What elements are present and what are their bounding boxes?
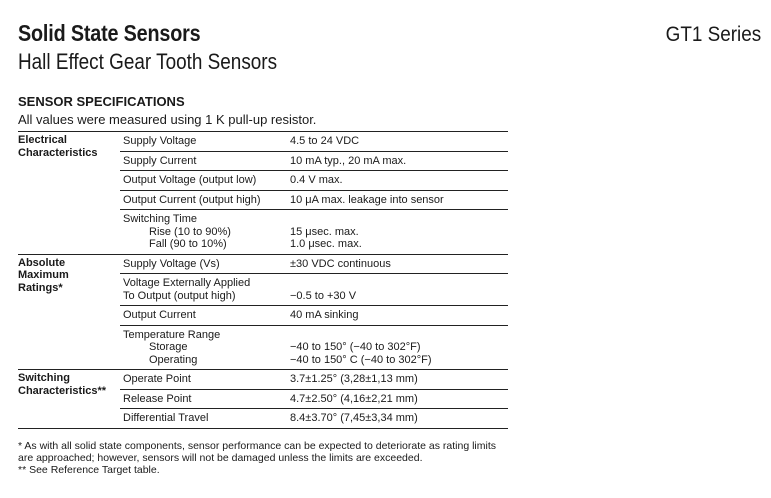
parameter-line: Storage <box>149 341 188 353</box>
parameter-value: −40 to 150° (−40 to 302°F) −40 to 150° C (−40 to 302°F) <box>290 341 432 366</box>
parameter-value: 4.5 to 24 VDC <box>290 135 360 147</box>
spec-row <box>120 132 508 151</box>
spec-row <box>120 370 508 389</box>
parameter-name <box>123 277 290 302</box>
parameter-name <box>123 329 290 367</box>
parameter-value: ±30 VDC continuous <box>290 257 391 270</box>
spec-row <box>120 305 508 325</box>
spec-table <box>18 131 508 429</box>
series-label: GT1 Series <box>665 23 761 46</box>
parameter-value: 4.7±2.50° (4,16±2,21 mm) <box>290 392 418 405</box>
section-label: Switching Characteristics** <box>18 372 107 397</box>
parameter-value: −0.5 to +30 V <box>290 289 357 302</box>
page-subtitle: Hall Effect Gear Tooth Sensors <box>18 49 278 74</box>
spec-note: All values were measured using 1 K pull-up resistor. <box>18 112 317 127</box>
parameter-line: Differential Travel <box>123 412 209 424</box>
parameter-value: 40 mA sinking <box>290 309 359 321</box>
parameter-line: Supply Voltage (Vs) <box>123 257 220 270</box>
parameter-value: 8.4±3.70° (7,45±3,34 mm) <box>290 412 418 424</box>
spec-row <box>120 151 508 171</box>
parameter-name <box>123 258 290 271</box>
parameter-value: 10 μA max. leakage into sensor <box>290 193 444 206</box>
parameter-line: Output Current (output high) <box>123 193 261 206</box>
parameter-line: Rise (10 to 90%) <box>149 225 231 238</box>
parameter-name <box>123 174 290 187</box>
spec-heading: SENSOR SPECIFICATIONS <box>18 94 185 109</box>
spec-row <box>120 273 508 305</box>
parameter-line: Supply Voltage <box>123 135 197 147</box>
spec-row <box>120 325 508 370</box>
spec-row <box>120 389 508 409</box>
section-label: Absolute Maximum Ratings* <box>18 256 69 294</box>
page-title: Solid State Sensors <box>18 20 201 46</box>
parameter-name <box>123 155 290 168</box>
spec-section <box>18 131 508 254</box>
parameter-name <box>123 194 290 207</box>
parameter-value: 0.4 V max. <box>290 174 343 186</box>
parameter-line: Fall (90 to 10%) <box>149 238 227 250</box>
parameter-name <box>123 135 290 148</box>
spec-section <box>18 254 508 370</box>
parameter-line: Supply Current <box>123 154 197 167</box>
parameter-line: Release Point <box>123 392 192 405</box>
spec-row <box>120 408 508 428</box>
parameter-name <box>123 393 290 406</box>
parameter-name <box>123 373 290 386</box>
spec-section <box>18 369 508 429</box>
footnote-target: ** See Reference Target table. <box>18 464 160 476</box>
parameter-value: 10 mA typ., 20 mA max. <box>290 154 407 167</box>
parameter-value: 15 μsec. max. 1.0 μsec. max. <box>290 225 362 250</box>
parameter-line: Operating <box>149 353 198 366</box>
spec-row <box>120 209 508 254</box>
parameter-line: Temperature Range <box>123 328 221 341</box>
spec-row <box>120 255 508 274</box>
parameter-line: Operate Point <box>123 373 191 385</box>
parameter-value: 3.7±1.25° (3,28±1,13 mm) <box>290 373 418 385</box>
parameter-name <box>123 309 290 322</box>
parameter-line: Output Voltage (output low) <box>123 174 257 186</box>
parameter-name <box>123 412 290 425</box>
spec-row <box>120 190 508 210</box>
parameter-line: To Output (output high) <box>123 289 236 302</box>
parameter-line: Voltage Externally Applied <box>123 277 251 289</box>
footnotes <box>18 440 498 476</box>
spec-row <box>120 170 508 190</box>
parameter-line: Switching Time <box>123 213 197 225</box>
footnote-ratings: * As with all solid state components, sensor performance can be expected to deteriorate as rating limits are approached; however, sensors will not be damaged unless the limits are exceeded. <box>18 440 496 464</box>
parameter-line: Output Current <box>123 309 196 321</box>
parameter-name <box>123 213 290 251</box>
section-label: Electrical Characteristics <box>18 134 98 159</box>
